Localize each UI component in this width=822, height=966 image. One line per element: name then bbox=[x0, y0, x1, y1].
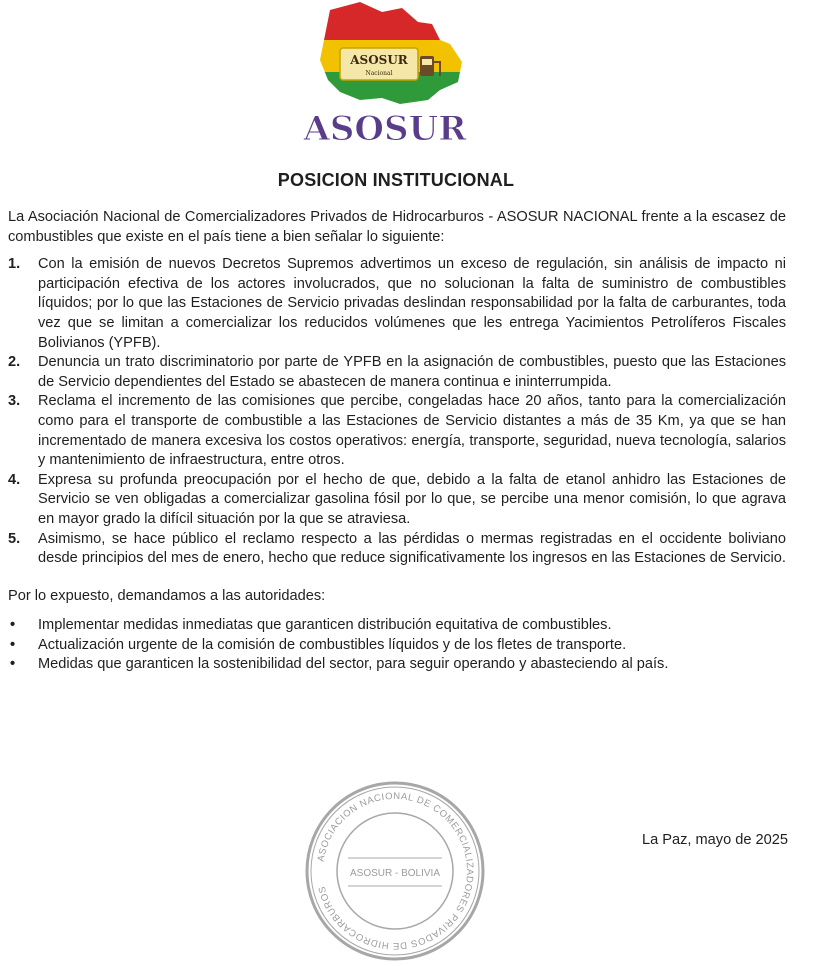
list-item bbox=[8, 471, 786, 530]
official-seal bbox=[300, 776, 490, 966]
demands-lead: Por lo expuesto, demandamos a las autoridades: bbox=[8, 587, 326, 604]
list-item bbox=[8, 616, 786, 636]
document-title: POSICION INSTITUCIONAL bbox=[277, 170, 515, 190]
seal-center-text: ASOSUR - BOLIVIA bbox=[349, 868, 441, 879]
list-item bbox=[8, 530, 786, 569]
list-item bbox=[8, 636, 786, 656]
logo-red-band bbox=[290, 0, 480, 40]
point-text: Asimismo, se hace público el reclamo respecto a las pérdidas o mermas registradas en el occidente boliviano desde principios del mes de enero, hecho que reduce significativamente los ingresos en las Estaciones de Servicio. bbox=[38, 530, 786, 567]
points-list bbox=[8, 255, 786, 569]
point-number: 4. bbox=[8, 471, 21, 488]
point-text: Expresa su profunda preocupación por el hecho de que, debido a la falta de etanol anhidro las Estaciones de Servicio se ven obligadas a comercializar gasolina fósil por lo que, se percibe una menor comisión, lo que agrava en mayor grado la difícil situación por la que se atraviesa. bbox=[38, 471, 786, 527]
logo-wordmark: ASOSUR bbox=[303, 109, 467, 149]
bullet-icon: • bbox=[10, 617, 16, 634]
point-text: Denuncia un trato discriminatorio por parte de YPFB en la asignación de combustibles, puesto que las Estaciones de Servicio dependientes del Estado se abastecen de manera continua e ininterrumpida. bbox=[38, 354, 786, 390]
asosur-logo bbox=[290, 0, 480, 150]
logo-badge-subtext: Nacional bbox=[365, 70, 393, 77]
intro-paragraph: La Asociación Nacional de Comercializadores Privados de Hidrocarburos - ASOSUR NACIONAL frente a la escasez de combustibles que existe en el país tiene a bien señalar lo siguiente: bbox=[8, 209, 786, 245]
point-text: Con la emisión de nuevos Decretos Supremos advertimos un exceso de regulación, sin análisis de impacto ni participación efectiva de los actores involucrados, que no solucionan la falta de suministro de combustibles líquidos; por lo que las Estaciones de Servicio privadas deslindan responsabilidad por la falta de carburantes, toda vez que se limitan a comercializar los reducidos volúmenes que les entrega Yacimientos Petrolíferos Fiscales Bolivianos (YPFB). bbox=[38, 256, 786, 351]
seal-ring-text: ASOCIACION NACIONAL DE COMERCIALIZADORES PRIVADOS DE HIDROCARBUROS bbox=[315, 790, 476, 952]
list-item bbox=[8, 392, 786, 470]
point-number: 5. bbox=[8, 530, 21, 547]
bullet-icon: • bbox=[10, 636, 16, 653]
list-item bbox=[8, 655, 786, 675]
demand-text: Actualización urgente de la comisión de combustibles líquidos y de los fletes de transporte. bbox=[38, 636, 627, 653]
place-date: La Paz, mayo de 2025 bbox=[641, 832, 788, 848]
list-item bbox=[8, 353, 786, 392]
demand-text: Medidas que garanticen la sostenibilidad del sector, para seguir operando y abasteciendo al país. bbox=[38, 656, 669, 673]
demand-text: Implementar medidas inmediatas que garanticen distribución equitativa de combustibles. bbox=[38, 617, 612, 634]
document-body bbox=[8, 208, 786, 675]
list-item bbox=[8, 255, 786, 353]
point-number: 1. bbox=[8, 256, 21, 273]
point-number: 3. bbox=[8, 393, 21, 410]
point-text: Reclama el incremento de las comisiones que percibe, congeladas hace 20 años, tanto para la comercialización como para el transporte de combustible a las Estaciones de Servicio distantes a más de 35 Km, ya que se han incrementado de manera excesiva los costos operativos: energía, transporte, seguridad, nueva tecnología, salarios y mantenimiento de infraestructura, entre otros. bbox=[38, 393, 786, 469]
point-number: 2. bbox=[8, 354, 21, 371]
logo-badge-text: ASOSUR bbox=[350, 53, 408, 67]
demands-list bbox=[8, 616, 786, 675]
bullet-icon: • bbox=[10, 656, 16, 673]
